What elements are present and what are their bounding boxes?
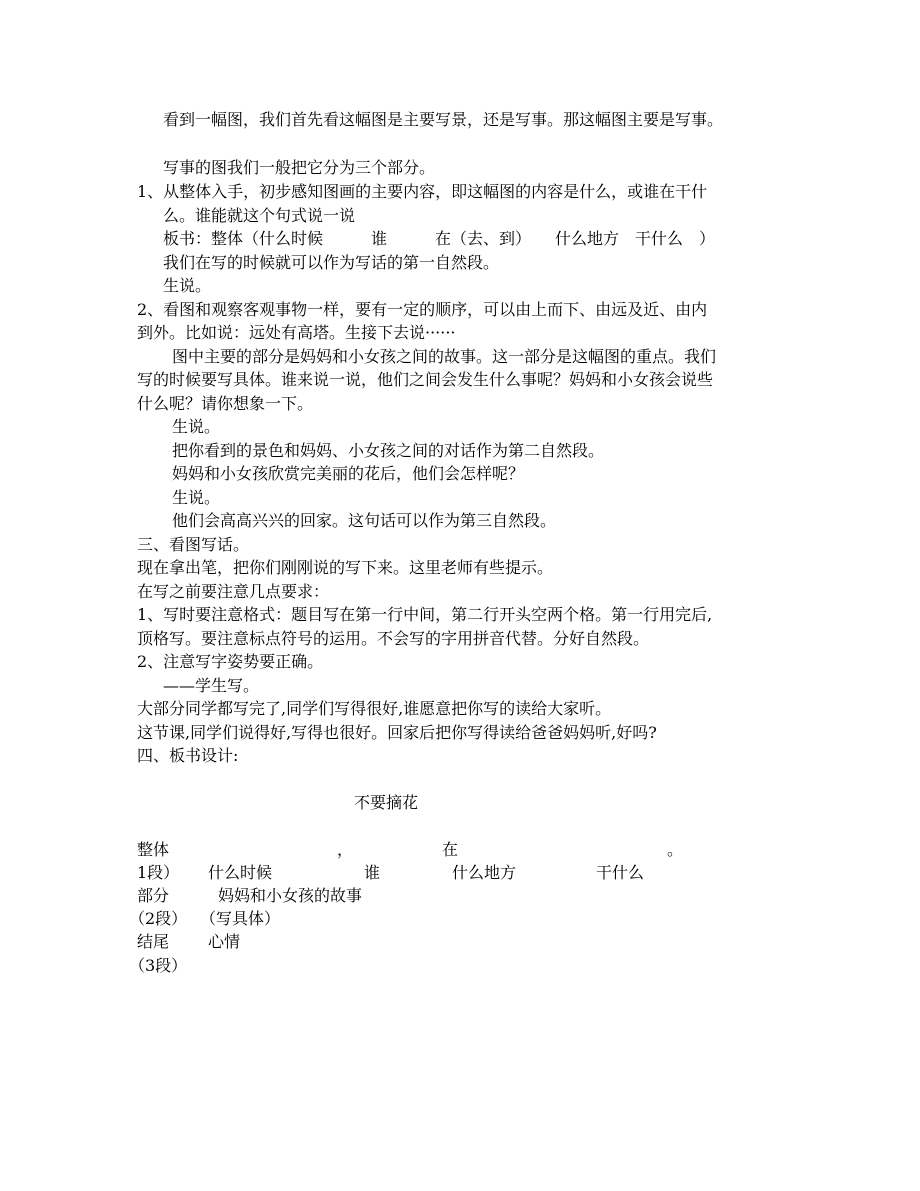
board-label-whole: 整体 bbox=[137, 840, 170, 859]
paragraph-students-write: ——学生写。 bbox=[163, 676, 260, 695]
board-zai: 在 bbox=[442, 840, 459, 859]
paragraph-second-section: 把你看到的景色和妈妈、小女孩之间的对话作为第二自然段。 bbox=[172, 441, 605, 460]
board-para-2: （2段） bbox=[129, 909, 188, 928]
board-who: 谁 bbox=[364, 863, 381, 882]
board-where: 什么地方 bbox=[452, 863, 517, 882]
paragraph-most-finished: 大部分同学都写完了,同学们写得很好,谁愿意把你写的读给大家听。 bbox=[137, 699, 612, 718]
board-what: 干什么 bbox=[596, 863, 645, 882]
paragraph-three-parts: 写事的图我们一般把它分为三个部分。 bbox=[163, 158, 436, 177]
paragraph-student-says-3: 生说。 bbox=[172, 488, 221, 507]
board-para-3: （3段） bbox=[129, 956, 188, 975]
paragraph-intro: 看到一幅图，我们首先看这幅图是主要写景，还是写事。那这幅图主要是写事。 bbox=[163, 110, 724, 129]
paragraph-third-section: 他们会高高兴兴的回家。这句话可以作为第三自然段。 bbox=[172, 511, 557, 530]
paragraph-student-says-2: 生说。 bbox=[172, 417, 221, 436]
board-comma: ， bbox=[337, 840, 354, 859]
board-label-ending: 结尾 bbox=[137, 932, 170, 951]
paragraph-step2: 2、看图和观察客观事物一样，要有一定的顺序，可以由上而下、由远及近、由内 bbox=[137, 300, 708, 319]
board-write-detail: （写具体） bbox=[200, 909, 281, 928]
board-when: 什么时候 bbox=[208, 863, 273, 882]
paragraph-class-summary: 这节课,同学们说得好,写得也很好。回家后把你写得读给爸爸妈妈听,好吗? bbox=[137, 723, 657, 742]
paragraph-main-story-cont2: 什么呢？请你想象一下。 bbox=[137, 394, 314, 413]
board-period: 。 bbox=[667, 840, 684, 859]
paragraph-after-flowers: 妈妈和小女孩欣赏完美丽的花后，他们会怎样呢？ bbox=[172, 464, 525, 483]
paragraph-req2: 2、注意写字姿势要正确。 bbox=[137, 652, 324, 671]
paragraph-take-pen: 现在拿出笔，把你们刚刚说的写下来。这里老师有些提示。 bbox=[137, 558, 554, 577]
paragraph-step2-cont: 到外。比如说：远处有高塔。生接下去说······ bbox=[137, 323, 456, 342]
paragraph-step1-cont: 么。谁能就这个句式说一说 bbox=[163, 206, 356, 225]
paragraph-student-says-1: 生说。 bbox=[163, 276, 212, 295]
board-mood: 心情 bbox=[208, 932, 241, 951]
heading-section-three: 三、看图写话。 bbox=[137, 535, 250, 554]
board-label-part: 部分 bbox=[137, 886, 170, 905]
paragraph-main-story: 图中主要的部分是妈妈和小女孩之间的故事。这一部分是这幅图的重点。我们 bbox=[172, 347, 717, 366]
board-story: 妈妈和小女孩的故事 bbox=[218, 886, 363, 905]
paragraph-first-section: 我们在写的时候就可以作为写话的第一自然段。 bbox=[163, 253, 500, 272]
paragraph-requirements: 在写之前要注意几点要求： bbox=[137, 582, 330, 601]
paragraph-step1: 1、从整体入手，初步感知图画的主要内容，即这幅图的内容是什么，或谁在干什 bbox=[137, 182, 708, 201]
paragraph-main-story-cont1: 写的时候要写具体。谁来说一说，他们之间会发生什么事呢？妈妈和小女孩会说些 bbox=[137, 370, 714, 389]
paragraph-req1-cont: 顶格写。要注意标点符号的运用。不会写的字用拼音代替。分好自然段。 bbox=[137, 629, 650, 648]
board-para-1: 1段） bbox=[137, 863, 180, 882]
paragraph-req1: 1、写时要注意格式：题目写在第一行中间，第二行开头空两个格。第一行用完后, bbox=[137, 605, 713, 624]
paragraph-blackboard-note: 板书：整体（什么时候 谁 在（去、到） 什么地方 干什么 ） bbox=[163, 229, 716, 248]
blackboard-title: 不要摘花 bbox=[354, 793, 419, 812]
heading-section-four: 四、板书设计: bbox=[137, 746, 239, 765]
